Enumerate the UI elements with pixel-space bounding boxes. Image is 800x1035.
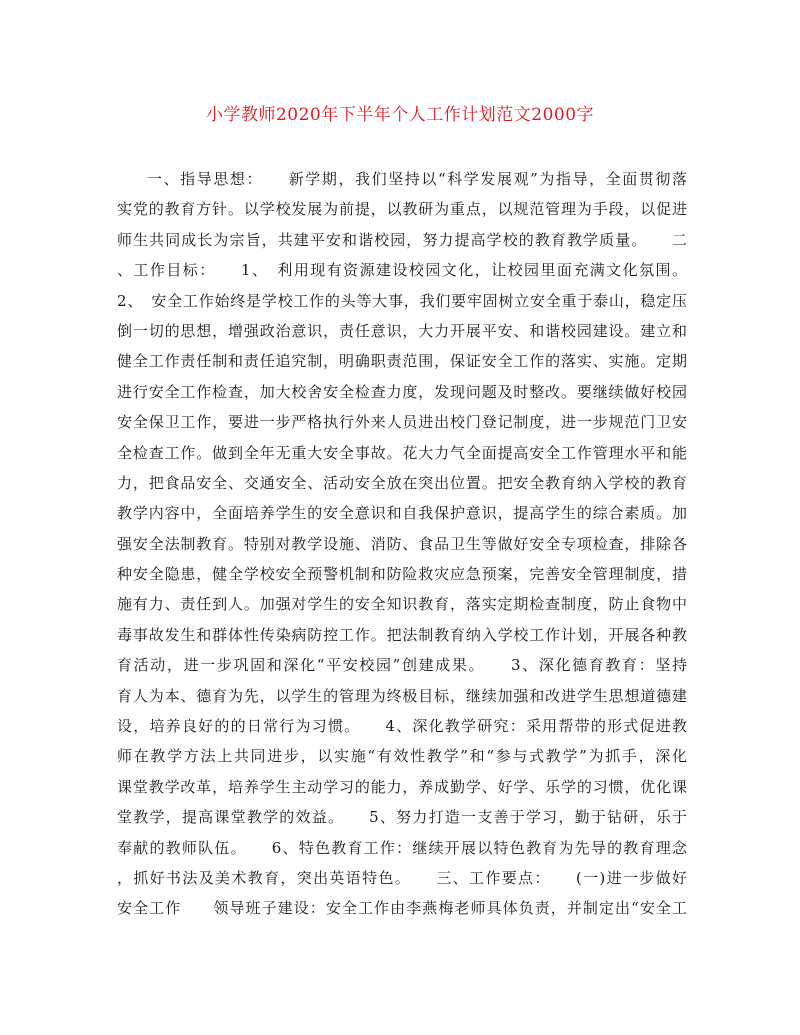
body-line: 课堂教学改革，培养学生主动学习的能力，养成勤学、好学、乐学的习惯，优化课 bbox=[117, 777, 687, 796]
body-line: 健全工作责任制和责任追究制，明确职责范围，保证安全工作的落实、实施。定期 bbox=[117, 352, 687, 371]
body-line: 、工作目标： 1、 利用现有资源建设校园文化，让校园里面充满文化氛围。 bbox=[117, 261, 687, 280]
body-line: 一、指导思想： 新学期，我们坚持以“科学发展观”为指导，全面贯彻落 bbox=[147, 170, 687, 188]
body-line: 倒一切的思想，增强政治意识，责任意识，大力开展平安、和谐校园建设。建立和 bbox=[117, 321, 687, 340]
body-line: 奉献的教师队伍。 6、特色教育工作：继续开展以特色教育为先导的教育理念 bbox=[117, 838, 687, 857]
body-line: 师在教学方法上共同进步，以实施“有效性教学”和“参与式教学”为抓手，深化 bbox=[117, 747, 687, 766]
body-line: 种安全隐患，健全学校安全预警机制和防险救灾应急预案，完善安全管理制度，措 bbox=[117, 565, 687, 584]
document-body bbox=[117, 164, 687, 924]
body-line: 安全保卫工作，要进一步严格执行外来人员进出校门登记制度，进一步规范门卫安 bbox=[117, 413, 687, 432]
body-line: 进行安全工作检查，加大校舍安全检查力度，发现问题及时整改。要继续做好校园 bbox=[117, 382, 687, 401]
body-line: ，抓好书法及美术教育，突出英语特色。 三、工作要点： (一)进一步做好 bbox=[117, 868, 687, 887]
body-line: 施有力、责任到人。加强对学生的安全知识教育，落实定期检查制度，防止食物中 bbox=[117, 595, 687, 614]
body-line: 堂教学，提高课堂教学的效益。 5、努力打造一支善于学习，勤于钻研，乐于 bbox=[117, 808, 687, 827]
body-line: 力，把食品安全、交通安全、活动安全放在突出位置。把安全教育纳入学校的教育 bbox=[117, 473, 687, 492]
body-line: 师生共同成长为宗旨，共建平安和谐校园，努力提高学校的教育教学质量。 二 bbox=[117, 230, 687, 249]
body-line: 安全工作 领导班子建设：安全工作由李燕梅老师具体负责，并制定出“安全工 bbox=[117, 899, 687, 918]
body-line: 全检查工作。做到全年无重大安全事故。花大力气全面提高安全工作管理水平和能 bbox=[117, 443, 687, 462]
body-line: 实党的教育方针。以学校发展为前提，以教研为重点，以规范管理为手段，以促进 bbox=[117, 200, 687, 219]
body-line: 强安全法制教育。特别对教学设施、消防、食品卫生等做好安全专项检查，排除各 bbox=[117, 534, 687, 553]
body-line: 育人为本、德育为先，以学生的管理为终极目标，继续加强和改进学生思想道德建 bbox=[117, 686, 687, 705]
body-line: 育活动，进一步巩固和深化“平安校园”创建成果。 3、深化德育教育：坚持 bbox=[117, 656, 687, 675]
body-line: 2、 安全工作始终是学校工作的头等大事，我们要牢固树立安全重于泰山，稳定压 bbox=[117, 291, 687, 310]
body-line: 设，培养良好的的日常行为习惯。 4、深化教学研究：采用帮带的形式促进教 bbox=[117, 717, 687, 736]
body-line: 毒事故发生和群体性传染病防控工作。把法制教育纳入学校工作计划，开展各种教 bbox=[117, 625, 687, 644]
body-line: 教学内容中，全面培养学生的安全意识和自我保护意识，提高学生的综合素质。加 bbox=[117, 504, 687, 523]
document-title: 小学教师2020年下半年个人工作计划范文2000字 bbox=[205, 105, 595, 125]
